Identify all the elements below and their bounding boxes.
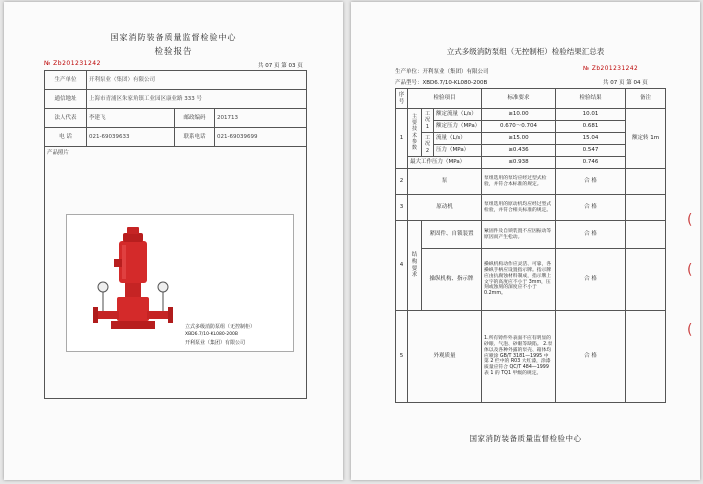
row-4a-item: 紧固件、自锁装置 [422,221,482,249]
row-2-seq: 2 [396,169,408,195]
row-5-item: 外观质量 [408,311,482,403]
value-contact: 021-69039699 [215,128,307,147]
row-2-item: 泵 [408,169,482,195]
row-4b-requirement: 操纵机构动作应灵活、可靠，各操纵手柄应设置指示牌。指示牌应由抗腐蚀材料制成，指示牌上文字的高度应不小于 3mm，压刻或蚀刻的深度应不小于 0.2mm。 [482,249,556,311]
row-4b-result: 合 格 [556,249,626,311]
row-5-requirement: 1.所有铸件外表面不应有明显的砂眼、气泡、砂眼等缺陷。 2.泵体以及各种外露的泵壳、箱体均应喷涂 GB/T 3181—1995 中第 2 栏中的 R03 大红漆，涂漆质量应符合 QC/T 484—1999 表 1 的 TQ1 甲级的规定。 [482,311,556,403]
param-requirement: 0.670～0.704 [482,121,556,133]
value-producer: 开利泵业（集团）有限公司 [87,71,307,90]
param-name: 额定流量（L/s） [434,109,482,121]
col-note: 备注 [626,89,666,109]
param-name: 额定压力（MPa） [434,121,482,133]
param-result: 0.746 [556,157,626,169]
report-page-left [4,2,343,480]
caption-line-1: 立式多级消防泵组（无控制柜） [185,324,256,330]
label-address: 通信地址 [45,90,87,109]
pressure-gauge-icon [98,282,108,292]
right-page-count: 共 07 页 第 04 页 [603,80,648,86]
seal-mark-1: ( [687,212,693,228]
caption-line-2: XBD6.7/10-KL080-200B [185,332,239,337]
row-4-group: 结构要求 [408,221,422,311]
condition-1-label: 工况 1 [422,109,434,133]
row-4a-result: 合 格 [556,221,626,249]
pump-image [67,215,293,351]
row-5-seq: 5 [396,311,408,403]
row-1-note: 额定转 1m [626,109,666,169]
table-row [396,109,666,121]
perf-group-label: 主要技术参数 [408,109,422,157]
value-legal-rep: 李建飞 [87,109,175,128]
param-name: 压力（MPa） [434,145,482,157]
value-zip: 201713 [215,109,307,128]
row-4-seq: 4 [396,221,408,311]
table-row [396,249,666,311]
left-org-header: 国家消防装备质量监督检验中心 [110,33,237,42]
label-contact: 联系电话 [175,128,215,147]
left-report-number: № Zb201231242 [44,60,101,67]
row-4b-item: 操纵机构、指示牌 [422,249,482,311]
row-3-item: 原动机 [408,195,482,221]
caption-line-3: 开利泵业（集团）有限公司 [185,340,246,346]
col-result: 检验结果 [556,89,626,109]
row-5-result: 合 格 [556,311,626,403]
table-row [396,221,666,249]
param-requirement: ≥0.436 [482,145,556,157]
param-name: 最大工作压力（MPa） [408,157,482,169]
row-2-requirement: 泵组选用的泵均应经过型式检验，并符合本标准的规定。 [482,169,556,195]
value-tel: 021-69039633 [87,128,175,147]
param-name: 流量（L/s） [434,133,482,145]
label-photo: 产品照片 [47,150,70,156]
param-requirement: ≥15.00 [482,133,556,145]
col-requirement: 标准要求 [482,89,556,109]
row-3-seq: 3 [396,195,408,221]
param-requirement: ≥10.00 [482,109,556,121]
left-title: 检验报告 [154,47,193,57]
param-result: 0.681 [556,121,626,133]
col-seq: 序号 [396,89,408,109]
table-row [396,145,666,157]
label-zip: 邮政编码 [175,109,215,128]
param-result: 15.04 [556,133,626,145]
right-footer: 国家消防装备质量监督检验中心 [469,434,582,443]
left-page-count: 共 07 页 第 03 页 [258,63,303,69]
value-address: 上海市青浦区朱家角镇工业园区康业路 333 号 [87,90,307,109]
table-row [396,169,666,195]
product-photo [66,214,294,352]
row-3-requirement: 泵组选用的原动机均应经过型式检验，并符合相关标准的规定。 [482,195,556,221]
row-2-result: 合 格 [556,169,626,195]
row-3-result: 合 格 [556,195,626,221]
label-producer: 生产单位 [45,71,87,90]
param-result: 10.01 [556,109,626,121]
table-row [396,133,666,145]
right-report-number: № Zb201231242 [583,66,639,72]
col-item: 检验项目 [408,89,482,109]
right-producer: 生产单位：开利泵业（集团）有限公司 [395,69,489,75]
row-1-seq: 1 [396,109,408,169]
condition-2-label: 工况 2 [422,133,434,157]
table-row [396,121,666,133]
results-table [395,88,666,403]
table-row [396,195,666,221]
right-title: 立式多级消防泵组（无控制柜）检验结果汇总表 [446,47,605,56]
pump-body [117,297,149,321]
row-4a-requirement: 紧固件及自锁装置不应因振动等原因而产生松动。 [482,221,556,249]
table-row [396,311,666,403]
seal-mark-2: ( [687,262,693,278]
param-requirement: ≤0.938 [482,157,556,169]
seal-mark-3: ( [687,322,693,338]
param-result: 0.547 [556,145,626,157]
label-legal-rep: 法人代表 [45,109,87,128]
table-row [396,157,666,169]
label-tel: 电 话 [45,128,87,147]
right-model: 产品型号：XBD6.7/10-KL080-200B [395,80,488,86]
report-page-right [351,2,700,480]
